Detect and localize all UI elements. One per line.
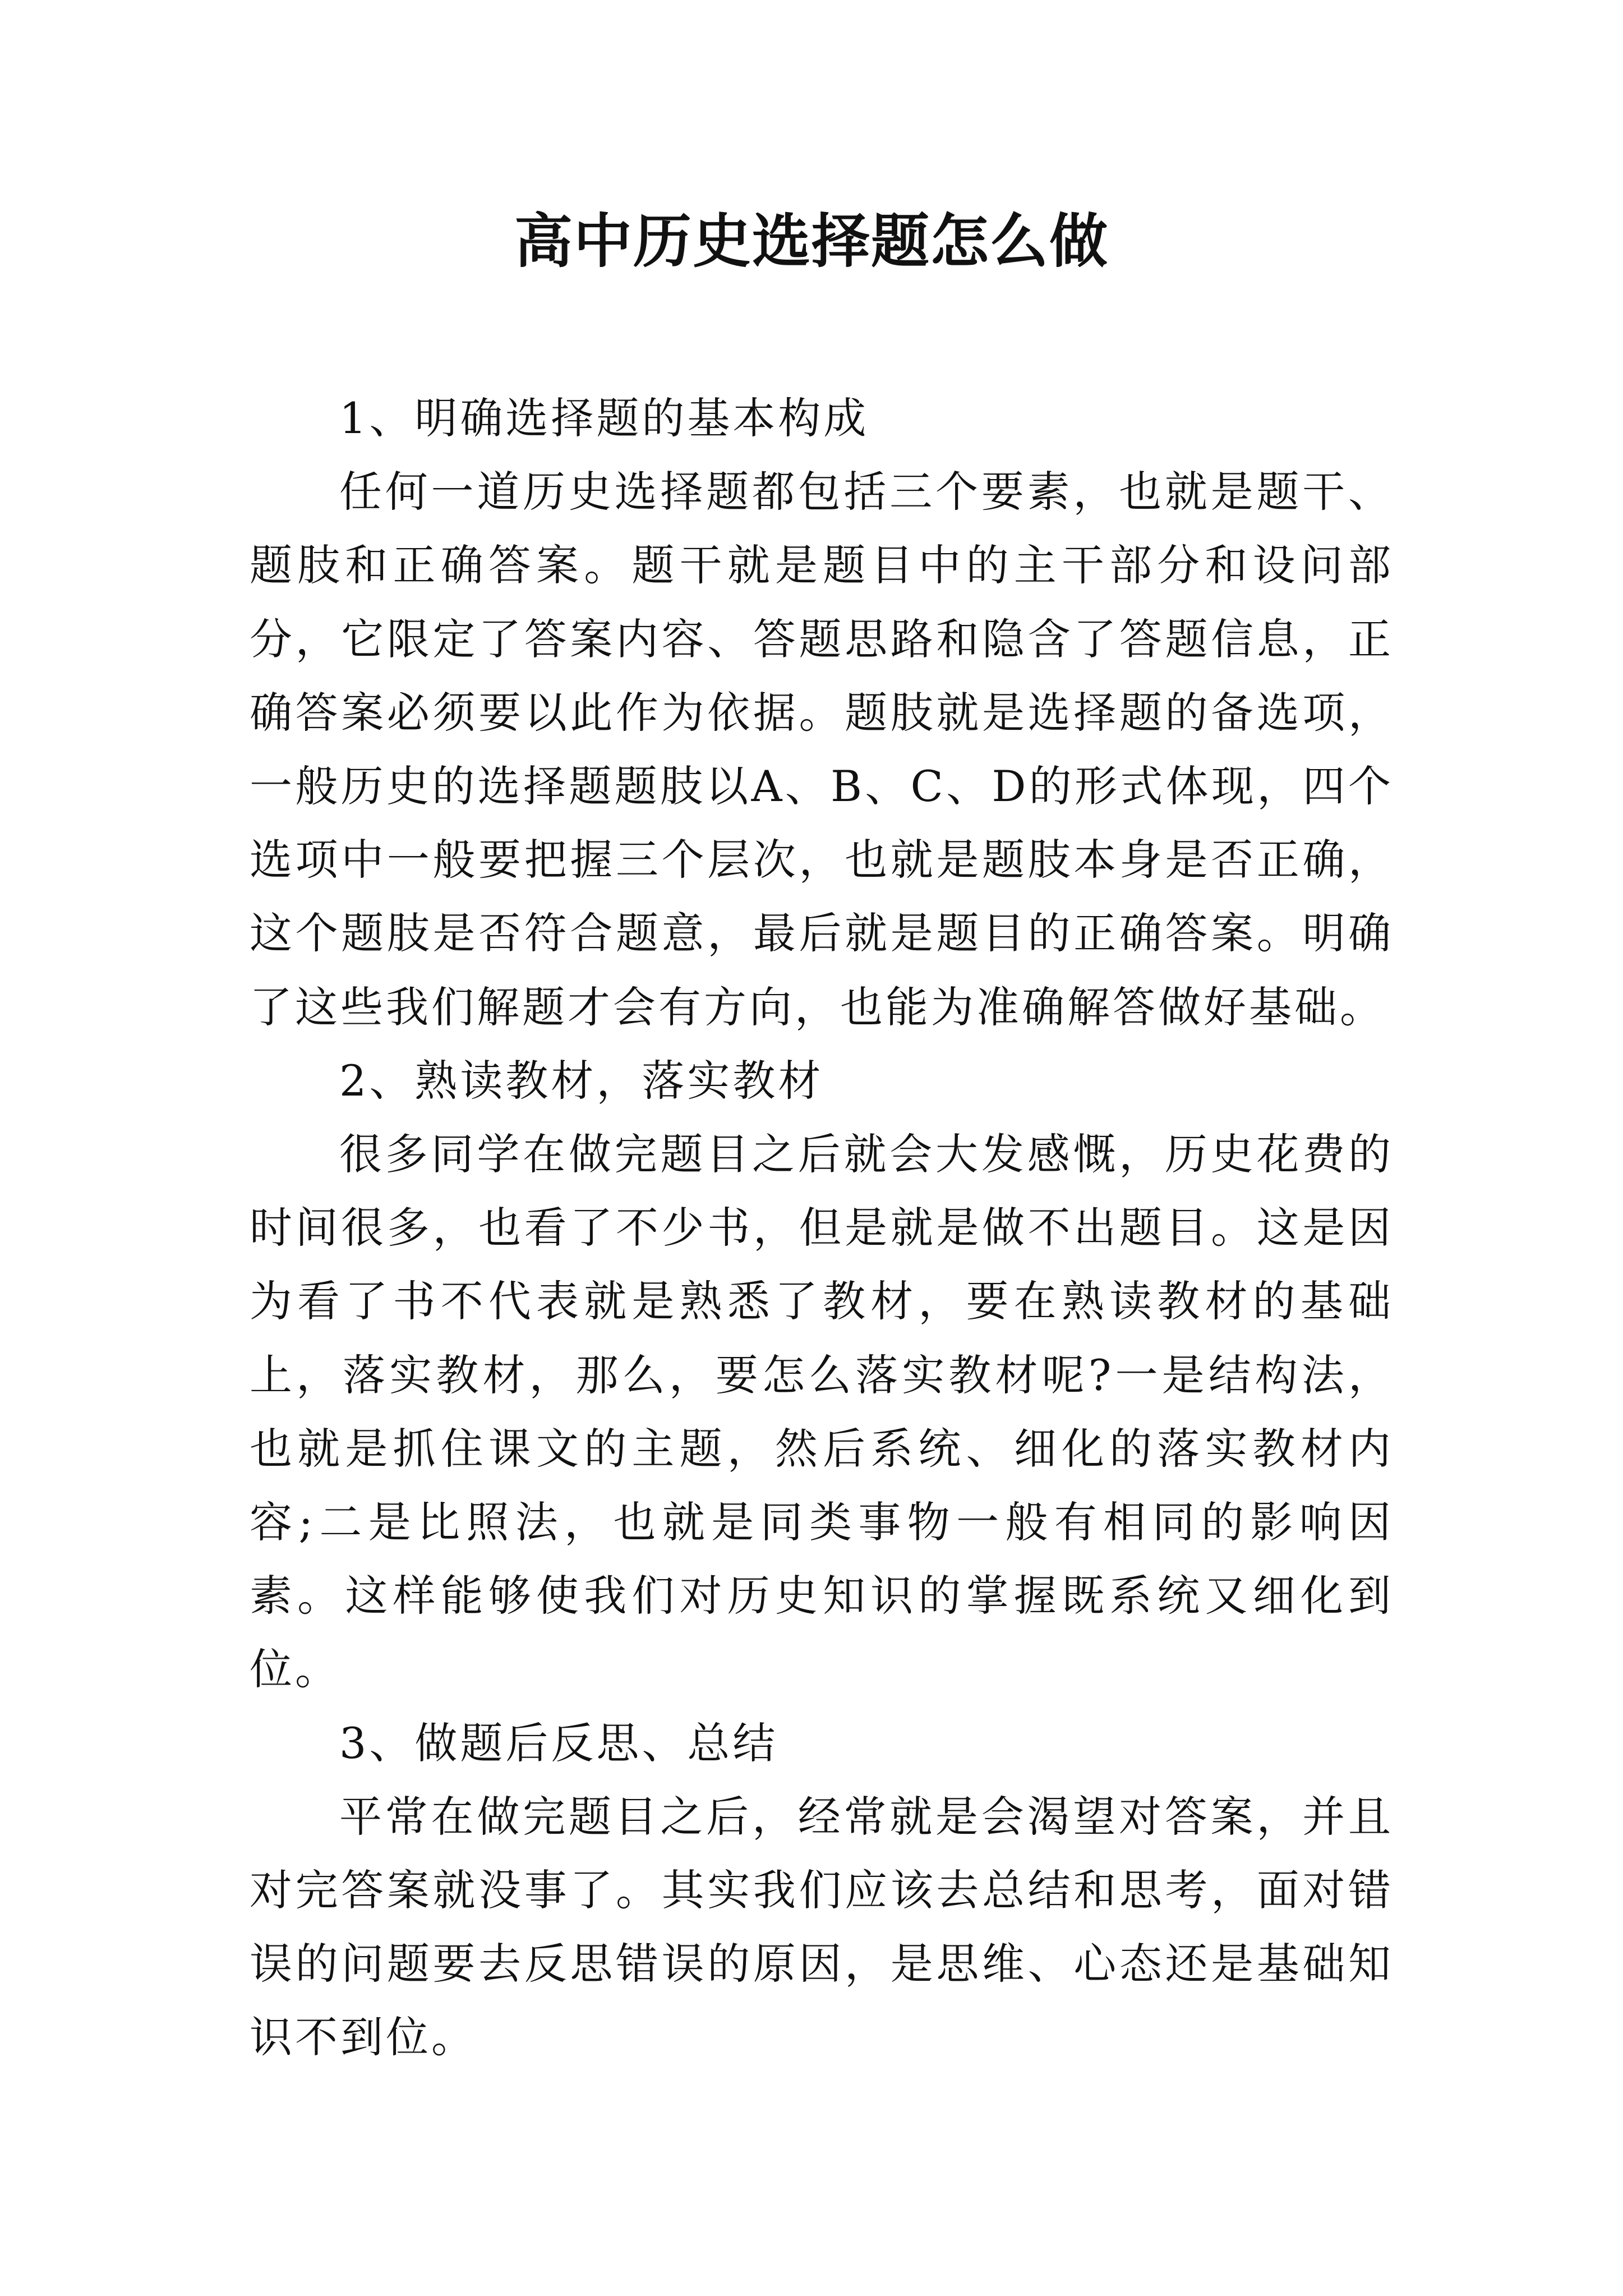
document-title: 高中历史选择题怎么做 — [514, 206, 1109, 275]
section-heading-2: 2、熟读教材，落实教材 — [339, 1055, 824, 1106]
document-body — [250, 381, 1394, 2074]
section-heading-1: 1、明确选择题的基本构成 — [339, 393, 869, 443]
paragraph-2: 很多同学在做完题目之后就会大发感慨，历史花费的时间很多，也看了不少书，但是就是做不出题目。这是因为看了书不代表就是熟悉了教材，要在熟读教材的基础上，落实教材，那么，要怎么落实教材呢?一是结构法，也就是抓住课文的主题，然后系统、细化的落实教材内容;二是比照法，也就是同类事物一般有相同的影响因素。这样能够使我们对历史知识的掌握既系统又细化到位。 — [250, 1129, 1394, 1695]
section-heading-3: 3、做题后反思、总结 — [339, 1718, 778, 1768]
paragraph-1: 任何一道历史选择题都包括三个要素，也就是题干、题肢和正确答案。题干就是题目中的主干部分和设问部分，它限定了答案内容、答题思路和隐含了答题信息，正确答案必须要以此作为依据。题肢就是选择题的备选项，一般历史的选择题题肢以A、B、C、D的形式体现，四个选项中一般要把握三个层次，也就是题肢本身是否正确，这个题肢是否符合题意，最后就是题目的正确答案。明确了这些我们解题才会有方向，也能为准确解答做好基础。 — [250, 467, 1394, 1032]
paragraph-3: 平常在做完题目之后，经常就是会渴望对答案，并且对完答案就没事了。其实我们应该去总结和思考，面对错误的问题要去反思错误的原因，是思维、心态还是基础知识不到位。 — [250, 1791, 1394, 2063]
